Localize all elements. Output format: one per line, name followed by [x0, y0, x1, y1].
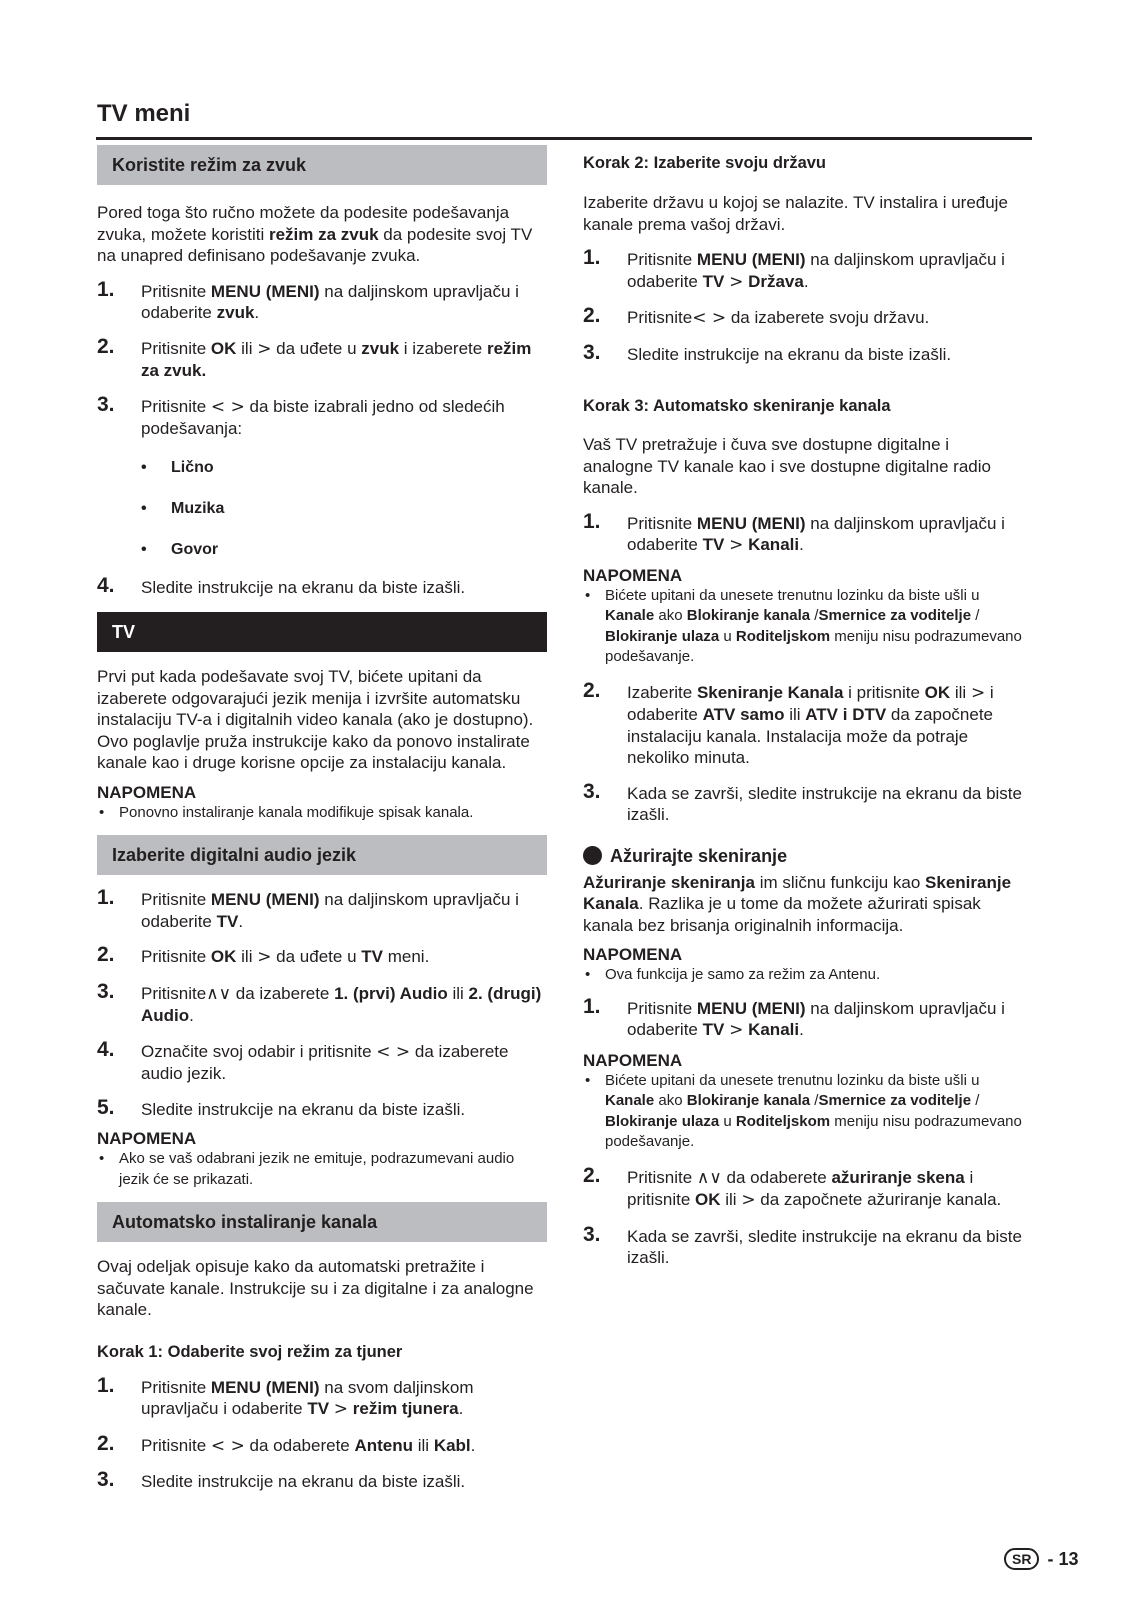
step3-notes [583, 586, 1023, 668]
step1-heading: Korak 1: Odaberite svoj režim za tjuner [97, 1342, 403, 1361]
note-heading: NAPOMENA [583, 565, 683, 585]
step3-heading: Korak 3: Automatsko skeniranje kanala [583, 397, 891, 415]
step2-steps [583, 246, 1023, 365]
right-column [583, 145, 1023, 1269]
audio-steps [97, 886, 547, 1120]
page-number-text: - 13 [1047, 1548, 1079, 1569]
step3-steps-a [583, 509, 1023, 557]
sound-intro: Pored toga što ručno možete da podesite podešavanja zvuka, možete koristiti režim za zvuk da podesite svoj TV na unapred definisano podešavanje zvuka. [97, 203, 533, 265]
step3-intro: Vaš TV pretražuje i čuva sve dostupne digitalne i analogne TV kanale kao i sve dostupne digitalne radio kanale. [583, 435, 991, 497]
note-heading: NAPOMENA [97, 782, 197, 802]
section-head-tv: TV [97, 612, 547, 652]
note-heading: NAPOMENA [583, 945, 683, 964]
language-badge: SR [1004, 1548, 1039, 1570]
update-heading-text: Ažurirajte skeniranje [610, 845, 788, 866]
step-item: 1. Pritisnite MENU (MENI) na svom daljinskom upravljaču i odaberite TV > režim tjunera. [97, 1373, 474, 1419]
note-heading: NAPOMENA [583, 1050, 683, 1070]
update-notes-2 [583, 1071, 1023, 1153]
sound-steps [97, 277, 547, 599]
note-item: • Bićete upitani da unesete trenutnu lozinku da biste ušli u Kanale ako Blokiranje kanala /Smernice za voditelje / Blokiranje ulaza u Roditeljskom meniju nisu podrazumevano podešavanje. [605, 586, 1023, 668]
note-item: • Ova funkcija je samo za režim za Antenu. [605, 965, 1023, 986]
step-item: 1. Pritisnite MENU (MENI) na daljinskom upravljaču i odaberite TV. [97, 886, 519, 931]
section-head-audio: Izaberite digitalni audio jezik [97, 835, 547, 875]
step-item: 3. Sledite instrukcije na ekranu da biste izašli. [583, 340, 952, 364]
step2-heading: Korak 2: Izaberite svoju državu [583, 154, 826, 172]
step-item: 3. Pritisnite∧∨ da izaberete 1. (prvi) Audio ili 2. (drugi) Audio. [97, 979, 542, 1025]
title-rule [96, 137, 1032, 140]
step-item: 5. Sledite instrukcije na ekranu da biste izašli. [97, 1095, 466, 1119]
step-item: 3. Kada se završi, sledite instrukcije na ekranu da biste izašli. [583, 779, 1022, 824]
step-item: 1. Pritisnite MENU (MENI) na daljinskom upravljaču i odaberite TV > Kanali. [583, 509, 1005, 555]
step3-steps-b [583, 678, 1023, 826]
step-item: 3. Kada se završi, sledite instrukcije na ekranu da biste izašli. [583, 1222, 1022, 1267]
option-item: • Lično [141, 454, 547, 481]
note-item: • Bićete upitani da unesete trenutnu lozinku da biste ušli u Kanale ako Blokiranje kanala /Smernice za voditelje / Blokiranje ulaza u Roditeljskom meniju nisu podrazumevano podešavanje. [605, 1071, 1023, 1153]
step-item: 1. Pritisnite MENU (MENI) na daljinskom upravljaču i odaberite TV > Kanali. [583, 994, 1005, 1040]
step-item: 2. Pritisnite OK ili > da uđete u TV meni. [97, 943, 430, 967]
note-item: • Ponovno instaliranje kanala modifikuje spisak kanala. [119, 803, 547, 824]
update-intro: Ažuriranje skeniranja im sličnu funkciju kao Skeniranje Kanala. Razlika je u tome da možete ažurirati spisak kanala bez brisanja originalnih informacija. [583, 872, 1012, 935]
step-item: 3. Sledite instrukcije na ekranu da biste izašli. [97, 1468, 466, 1491]
section-head-auto: Automatsko instaliranje kanala [97, 1202, 547, 1242]
step-item: 2. Pritisnite < > da odaberete Antenu ili Kabl. [97, 1431, 476, 1456]
update-steps-b [583, 1163, 1023, 1269]
step-item: 4. Sledite instrukcije na ekranu da biste izašli. [97, 573, 466, 597]
step-item: 1. Pritisnite MENU (MENI) na daljinskom upravljaču i odaberite zvuk. [97, 277, 519, 322]
auto-intro: Ovaj odeljak opisuje kako da automatski pretražite i sačuvate kanale. Instrukcije su i za digitalne i za analogne kanale. [97, 1257, 534, 1319]
note-item: • Ako se vaš odabrani jezik ne emituje, podrazumevani audio jezik će se prikazati. [119, 1149, 547, 1190]
step2-intro: Izaberite državu u kojoj se nalazite. TV instalira i uređuje kanale prema vašoj državi. [583, 193, 1008, 234]
note-heading: NAPOMENA [97, 1129, 197, 1148]
update-steps-a [583, 994, 1023, 1042]
step-item: 3. Pritisnite < > da biste izabrali jedno od sledećih podešavanja: • Lično • Muzika • Govor [97, 396, 547, 563]
bullet-dot-icon [583, 846, 602, 865]
step-item: 4. Označite svoj odabir i pritisnite < > da izaberete audio jezik. [97, 1037, 509, 1083]
page-title: TV meni [97, 100, 191, 127]
option-item: • Govor [141, 536, 547, 563]
left-column [97, 145, 547, 1493]
tv-intro: Prvi put kada podešavate svoj TV, bićete upitani da izaberete odgovarajući jezik menija i izvršite automatsku instalaciju TV-a i digitalnih video kanala (ako je dostupno). Ovo poglavlje pruža instrukcije kako da ponovo instalirate kanale kao i druge korisne opcije za instalaciju kanala. [97, 667, 534, 772]
section-head-sound: Koristite režim za zvuk [97, 145, 547, 185]
step-item: 2. Pritisnite OK ili > da uđete u zvuk i izaberete režim za zvuk. [97, 334, 532, 380]
auto-steps [97, 1373, 547, 1493]
update-heading [583, 844, 1023, 868]
option-item: • Muzika [141, 495, 547, 522]
update-notes-1 [583, 965, 1023, 986]
tv-notes [97, 803, 547, 824]
sound-options [141, 454, 547, 563]
page-number [1004, 1548, 1078, 1570]
step-item: 2. Pritisnite< > da izaberete svoju državu. [583, 304, 930, 328]
step-item: 2. Pritisnite ∧∨ da odaberete ažuriranje skena i pritisnite OK ili > da započnete ažuriranje kanala. [583, 1163, 1002, 1210]
audio-notes [97, 1149, 547, 1190]
step-item: 2. Izaberite Skeniranje Kanala i pritisnite OK ili > i odaberite ATV samo ili ATV i DTV da započnete instalaciju kanala. Instalacija može da potraje nekoliko minuta. [583, 678, 994, 767]
step-item: 1. Pritisnite MENU (MENI) na daljinskom upravljaču i odaberite TV > Država. [583, 246, 1005, 292]
